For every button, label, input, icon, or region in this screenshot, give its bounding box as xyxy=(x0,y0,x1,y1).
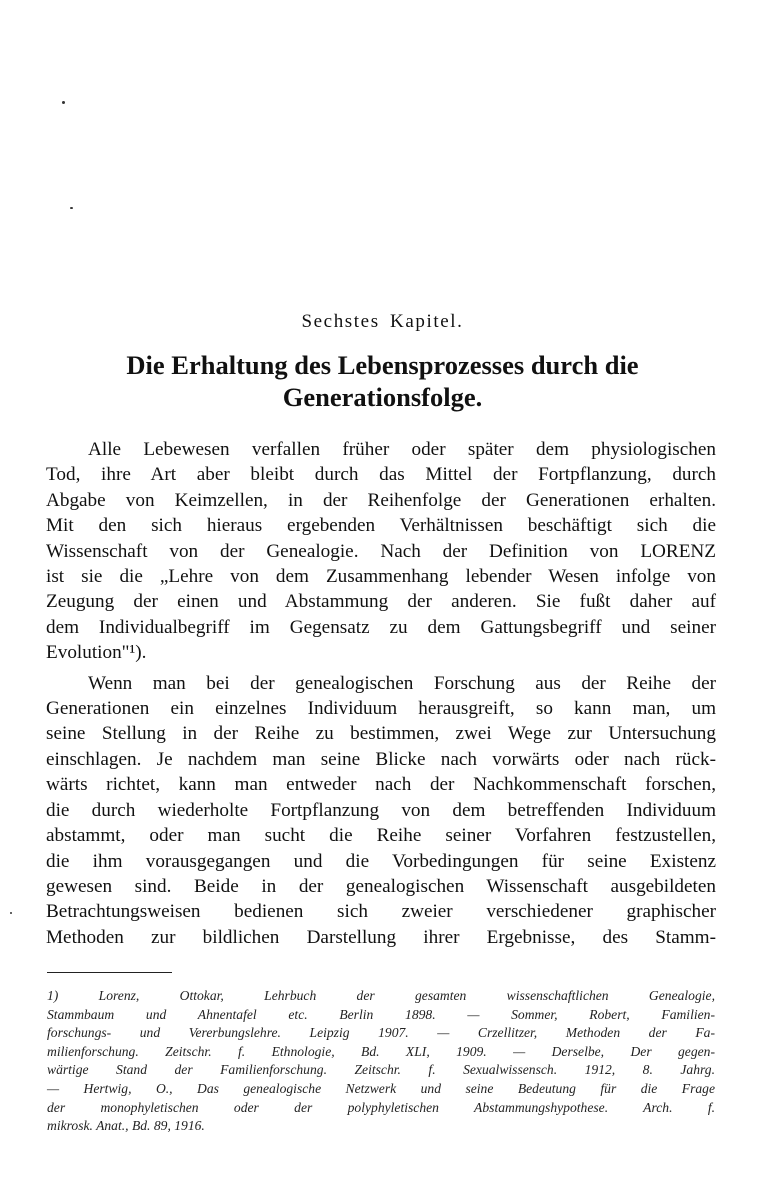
print-speck xyxy=(62,101,65,104)
footnote-line: milienforschung. Zeitschr. f. Ethnologie, Bd. XLI, 1909. — Derselbe, Der gegen- xyxy=(47,1043,715,1059)
text-line: Abgabe von Keimzellen, in der Reihenfolge der Generationen erhalten. xyxy=(46,489,716,511)
footnote-line: — Hertwig, O., Das genealogische Netzwerk und seine Bedeutung für die Frage xyxy=(47,1080,715,1096)
chapter-title xyxy=(50,349,715,413)
text-line: Alle Lebewesen verfallen früher oder später dem physiologischen xyxy=(88,439,716,460)
text-line: Zeugung der einen und Abstammung der anderen. Sie fußt daher auf xyxy=(46,591,716,613)
text-line: Evolution"¹). xyxy=(46,642,147,664)
footnote-line: mikrosk. Anat., Bd. 89, 1916. xyxy=(47,1118,205,1134)
text-line: ist sie die „Lehre von dem Zusammenhang lebender Wesen infolge von xyxy=(46,566,716,588)
text-line: Wissenschaft von der Genealogie. Nach der Definition von LORENZ xyxy=(46,540,716,562)
paragraph xyxy=(46,437,716,666)
print-speck xyxy=(70,207,73,209)
chapter-label: Sechstes Kapitel. xyxy=(301,311,464,332)
footnote-line: Stammbaum und Ahnentafel etc. Berlin 1898. — Sommer, Robert, Familien- xyxy=(47,1006,715,1022)
text-line: Methoden zur bildlichen Darstellung ihrer Ergebnisse, des Stamm- xyxy=(46,926,716,948)
text-line: gewesen sind. Beide in der genealogischen Wissenschaft ausgebildeten xyxy=(46,875,716,897)
text-line: dem Individualbegriff im Gegensatz zu dem Gattungsbegriff und seiner xyxy=(46,616,716,638)
footnote-line: forschungs- und Vererbungslehre. Leipzig 1907. — Crzellitzer, Methoden der Fa- xyxy=(47,1025,715,1041)
chapter-title-line: Die Erhaltung des Lebensprozesses durch die xyxy=(126,350,639,380)
text-line: Mit den sich hieraus ergebenden Verhältnissen beschäftigt sich die xyxy=(46,515,716,537)
text-line: Betrachtungsweisen bedienen sich zweier verschiedener graphischer xyxy=(46,901,716,923)
text-line: einschlagen. Je nachdem man seine Blicke nach vorwärts oder nach rück- xyxy=(46,748,716,770)
print-speck xyxy=(10,912,12,914)
text-line: die durch wiederholte Fortpflanzung von dem betreffenden Individuum xyxy=(46,799,716,821)
body-text xyxy=(46,437,716,950)
footnote-rule xyxy=(47,972,172,973)
footnote-line: der monophyletischen oder der polyphyletischen Abstammungshypothese. Arch. f. xyxy=(47,1099,715,1115)
text-line: abstammt, oder man sucht die Reihe seiner Vorfahren festzustellen, xyxy=(46,825,716,847)
footnote-line: 1) Lorenz, Ottokar, Lehrbuch der gesamten wissenschaftlichen Genealogie, xyxy=(47,988,715,1003)
text-line: Wenn man bei der genealogischen Forschung aus der Reihe der xyxy=(88,672,716,694)
text-line: wärts richtet, kann man entweder nach der Nachkommenschaft forschen, xyxy=(46,774,716,796)
text-line: Tod, ihre Art aber bleibt durch das Mittel der Fortpflanzung, durch xyxy=(46,464,716,486)
paragraph xyxy=(46,671,716,950)
chapter-title-line: Generationsfolge. xyxy=(282,382,483,412)
text-line: die ihm vorausgegangen und die Vorbedingungen für seine Existenz xyxy=(46,850,716,872)
footnote-line: wärtige Stand der Familienforschung. Zeitschr. f. Sexualwissensch. 1912, 8. Jahrg. xyxy=(47,1062,715,1078)
text-line: seine Stellung in der Reihe zu bestimmen, zwei Wege zur Untersuchung xyxy=(46,723,716,745)
text-line: Generationen ein einzelnes Individuum herausgreift, so kann man, um xyxy=(46,698,716,720)
footnote xyxy=(47,987,715,1136)
